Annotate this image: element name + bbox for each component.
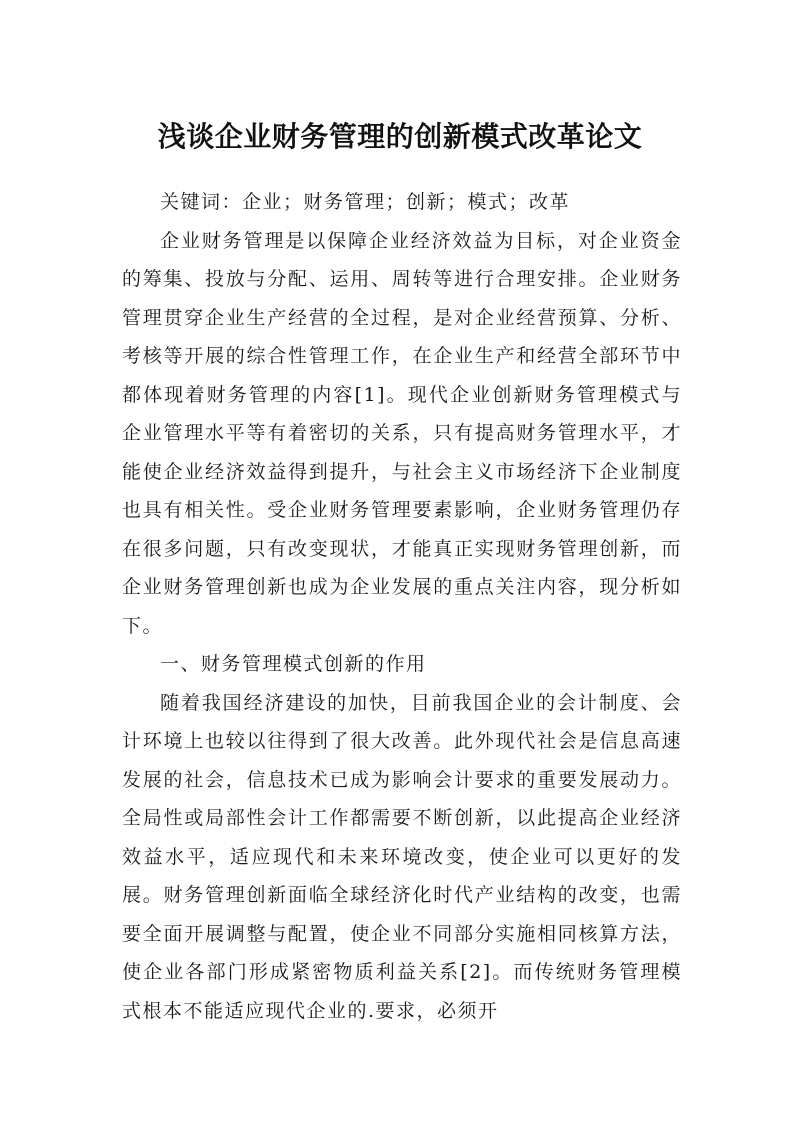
section-heading: 一、财务管理模式创新的作用: [160, 653, 427, 675]
document-body: [122, 183, 682, 1030]
keywords-line: 关键词：企业；财务管理；创新；模式；改革: [160, 191, 571, 213]
document-title: 浅谈企业财务管理的创新模式改革论文: [157, 119, 643, 153]
section-paragraph: 随着我国经济建设的加快，目前我国企业的会计制度、会计环境上也较以往得到了很大改善。此外现代社会是信息高速发展的社会，信息技术已成为影响会计要求的重要发展动力。全局性或局部性会计工作都需要不断创新，以此提高企业经济效益水平，适应现代和未来环境改变，使企业可以更好的发展。财务管理创新面临全球经济化时代产业结构的改变，也需要全面开展调整与配置，使企业不同部分实施相同核算方法，使企业各部门形成紧密物质利益关系[2]。而传统财务管理模式根本不能适应现代企业的.要求，必须开: [122, 691, 682, 1022]
intro-paragraph: 企业财务管理是以保障企业经济效益为目标，对企业资金的筹集、投放与分配、运用、周转等进行合理安排。企业财务管理贯穿企业生产经营的全过程，是对企业经营预算、分析、考核等开展的综合性管理工作，在企业生产和经营全部环节中都体现着财务管理的内容[1]。现代企业创新财务管理模式与企业管理水平等有着密切的关系，只有提高财务管理水平，才能使企业经济效益得到提升，与社会主义市场经济下企业制度也具有相关性。受企业财务管理要素影响，企业财务管理仍存在很多问题，只有改变现状，才能真正实现财务管理创新，而企业财务管理创新也成为企业发展的重点关注内容，现分析如下。: [122, 229, 682, 637]
